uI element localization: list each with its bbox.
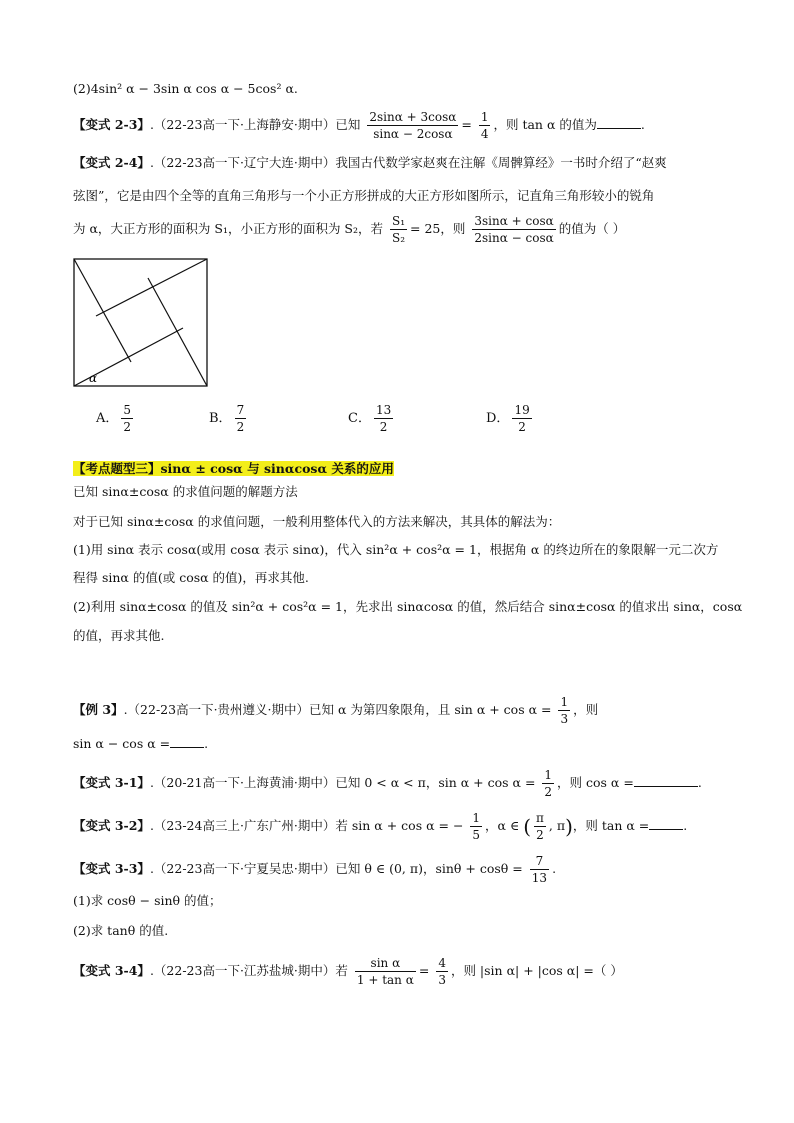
topic-3-p2: 对于已知 sinα±cosα 的求值问题，一般利用整体代入的方法来解决，其具体的解法为： [73,514,561,529]
fraction: $\frac{2\sin\alpha + 3\cos\alpha}{\sin\alpha - 2\cos\alpha}$ [369,110,457,141]
option-b[interactable]: B． $\frac{7}{2}$ [209,403,245,434]
fraction: $\frac{1}{4}$ [480,110,489,141]
fraction: $\frac{1}{2}$ [544,768,553,799]
variant-3-3-q1: (1)求 cosθ − sinθ 的值； [73,893,222,908]
fraction: $\frac{\text{sin α}}{\text{1 + tan α}}$ [356,956,414,987]
answer-blank[interactable] [597,116,641,129]
example-3-line2: sin α − cos α = . [73,736,209,751]
fraction: $\frac{1}{3}$ [560,695,569,726]
variant-2-3: 【变式 2-3】.（22-23高一下·上海静安·期中）已知 $\frac{2\sin\alpha + 3\cos\alpha}{\sin\alpha - 2\cos\alpha}$ = $\frac{1}{4}$ ，则 tan α 的值为 . [73,110,645,141]
option-d[interactable]: D． $\frac{19}{2}$ [486,403,530,434]
topic-3-p5: (2)利用 sinα±cosα 的值及 sin²α + cos²α = 1，先求出 sinαcosα 的值，然后结合 sinα±cosα 的值求出 sinα，cosα [73,599,743,614]
example-3: 【例 3】.（22-23高一下·贵州遵义·期中）已知 α 为第四象限角，且 sin α + cos α = $\frac{1}{3}$ ，则 [73,695,599,726]
variant-3-3-q2: (2)求 tanθ 的值. [73,923,169,938]
answer-blank[interactable] [634,774,698,787]
variant-2-4-line3: 为 α，大正方形的面积为 S₁，小正方形的面积为 S₂，若 $\frac{\text{S₁}}{\text{S₂}}$ = 25，则 $\frac{3\sin\alpha + \cos\alpha}{2\sin\alpha - \cos\alpha}$ 的值为（ ） [73,214,626,245]
variant-2-4-line1: 【变式 2-4】.（22-23高一下·辽宁大连·期中）我国古代数学家赵爽在注解《周髀算经》一书时介绍了“赵爽 [73,155,667,170]
answer-blank[interactable] [649,817,683,830]
fraction: $\frac{3\sin\alpha + \cos\alpha}{2\sin\alpha - \cos\alpha}$ [474,214,554,245]
variant-3-3: 【变式 3-3】.（22-23高一下·宁夏吴忠·期中）已知 θ ∈ (0, π)，sinθ + cosθ = $\frac{7}{13}$ . [73,854,557,885]
option-c[interactable]: C． $\frac{13}{2}$ [348,403,392,434]
topic-3-p6: 的值，再求其他. [73,628,165,643]
answer-blank[interactable] [170,735,204,748]
variant-3-4: 【变式 3-4】.（22-23高一下·江苏盐城·期中）若 $\frac{\text{sin α}}{\text{1 + tan α}}$ = $\frac{4}{3}$ ，则 |sin α| + |cos α| =（ ） [73,956,623,987]
option-a[interactable]: A． $\frac{5}{2}$ [96,403,132,434]
sub-question-2: (2)4sin² α − 3sin α cos α − 5cos² α. [73,81,298,96]
variant-2-4-line2: 弦图”，它是由四个全等的直角三角形与一个小正方形拼成的大正方形如图所示，记直角三角形较小的锐角 [73,188,655,203]
topic-3-heading: 【考点题型三】sinα ± cosα 与 sinαcosα 关系的应用 [73,461,394,476]
fraction: $\frac{\text{S₁}}{\text{S₂}}$ [392,214,406,245]
zhao-shuang-diagram [73,258,209,388]
topic-3-p3: (1)用 sinα 表示 cosα(或用 cosα 表示 sinα)，代入 sin²α + cos²α = 1，根据角 α 的终边所在的象限解一元二次方 [73,542,719,557]
fraction: $\frac{1}{5}$ [472,811,481,842]
variant-3-1: 【变式 3-1】.（20-21高一下·上海黄浦·期中）已知 0 < α < π，sin α + cos α = $\frac{1}{2}$ ，则 cos α = . [73,768,702,799]
topic-3-p4: 程得 sinα 的值(或 cosα 的值)，再求其他. [73,570,309,585]
fraction: $\frac{7}{13}$ [531,854,548,885]
fraction: $\frac{\pi}{2}$ [536,811,544,842]
topic-3-p1: 已知 sinα±cosα 的求值问题的解题方法 [73,484,298,499]
alpha-label: α [89,371,98,385]
fraction: $\frac{4}{3}$ [438,956,446,987]
variant-3-2: 【变式 3-2】.（23-24高三上·广东广州·期中）若 sin α + cos α = − $\frac{1}{5}$ ，α ∈ ( $\frac{\pi}{2}$ , π)，则 tan α = . [73,811,688,842]
